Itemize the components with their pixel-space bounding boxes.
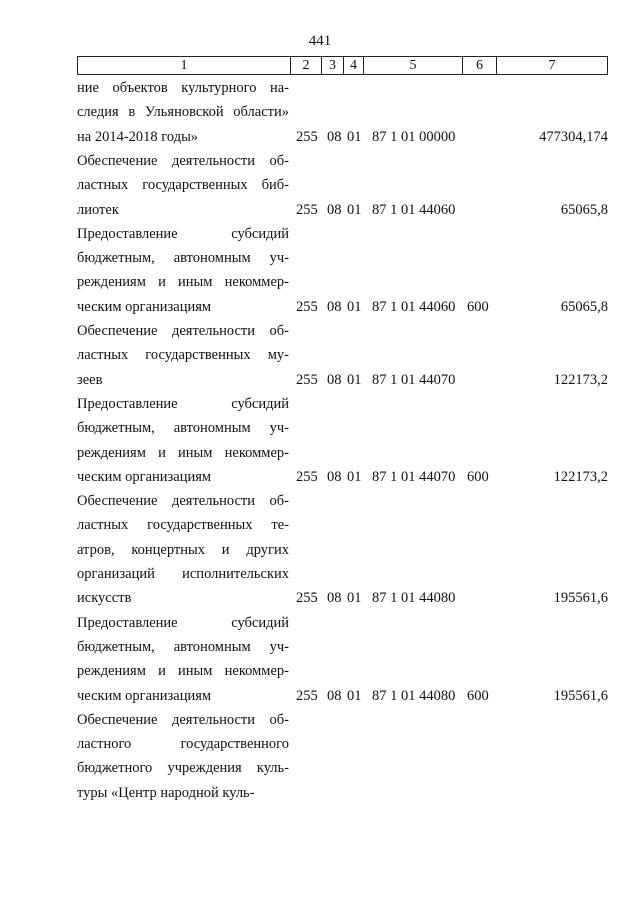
row-code-3: 08 (327, 468, 342, 485)
header-col-2: 2 (291, 57, 322, 74)
row-description-line: Обеспечение деятельности об- (77, 493, 289, 510)
row-code-5: 87 1 01 44070 (372, 371, 456, 388)
row-description-line: ластных государственных биб- (77, 177, 289, 194)
row-code-4: 01 (347, 298, 362, 315)
row-amount: 122173,2 (553, 468, 608, 485)
row-description-line: туры «Центр народной куль- (77, 784, 255, 801)
row-code-3: 08 (327, 371, 342, 388)
row-amount: 65065,8 (560, 201, 608, 218)
row-amount: 195561,6 (553, 687, 608, 704)
row-description-line: ластных государственных му- (77, 347, 289, 364)
header-col-5: 5 (364, 57, 463, 74)
row-code-3: 08 (327, 687, 342, 704)
header-col-7: 7 (548, 57, 556, 73)
row-description-line: зеев (77, 371, 103, 388)
row-description-line: ческим организациям (77, 687, 212, 704)
row-description-line: реждениям и иным некоммер- (77, 274, 289, 291)
row-description-line: реждениям и иным некоммер- (77, 444, 289, 461)
row-description-line: атров, концертных и других (77, 541, 289, 558)
row-description-line: ластных государственных те- (77, 517, 289, 534)
row-code-2: 255 (296, 468, 318, 485)
header-col-6: 6 (463, 57, 497, 74)
row-description-line: реждениям и иным некоммер- (77, 663, 289, 680)
row-description-line: Предоставление субсидий (77, 614, 289, 631)
row-description-line: искусств (77, 590, 132, 607)
row-code-2: 255 (296, 128, 318, 145)
row-description-line: Обеспечение деятельности об- (77, 152, 289, 169)
row-code-4: 01 (347, 468, 362, 485)
row-code-3: 08 (327, 590, 342, 607)
row-code-5: 87 1 01 44080 (372, 687, 456, 704)
row-description-line: ческим организациям (77, 468, 212, 485)
header-col-3: 3 (322, 57, 344, 74)
row-code-5: 87 1 01 44080 (372, 590, 456, 607)
row-code-2: 255 (296, 298, 318, 315)
row-description-line: Предоставление субсидий (77, 395, 289, 412)
row-code-3: 08 (327, 128, 342, 145)
row-code-3: 08 (327, 298, 342, 315)
row-code-6: 600 (467, 298, 489, 315)
row-amount: 65065,8 (560, 298, 608, 315)
row-amount: 477304,174 (539, 128, 608, 145)
page-number: 441 (308, 33, 332, 49)
row-description-line: бюджетным, автономным уч- (77, 420, 289, 437)
row-code-3: 08 (327, 201, 342, 218)
row-amount: 195561,6 (553, 590, 608, 607)
row-code-2: 255 (296, 687, 318, 704)
row-description-line: следия в Ульяновской области» (77, 104, 289, 121)
row-code-4: 01 (347, 590, 362, 607)
header-col-4: 4 (344, 57, 364, 74)
row-description-line: ние объектов культурного на- (77, 80, 289, 96)
row-code-5: 87 1 01 00000 (372, 128, 456, 145)
row-code-4: 01 (347, 371, 362, 388)
row-description-line: бюджетного учреждения куль- (77, 760, 289, 777)
row-description-line: лиотек (77, 201, 119, 218)
row-description-line: Обеспечение деятельности об- (77, 711, 289, 728)
row-description-line: Обеспечение деятельности об- (77, 323, 289, 339)
row-description-line: на 2014-2018 годы» (77, 128, 199, 145)
row-code-5: 87 1 01 44070 (372, 468, 456, 485)
row-description-line: Предоставление субсидий (77, 225, 289, 242)
row-code-4: 01 (347, 128, 362, 145)
row-code-6: 600 (467, 687, 489, 704)
row-code-6: 600 (467, 468, 489, 485)
row-code-5: 87 1 01 44060 (372, 298, 456, 315)
row-amount: 122173,2 (553, 371, 608, 388)
row-description-line: бюджетным, автономным уч- (77, 250, 289, 267)
row-code-2: 255 (296, 590, 318, 607)
row-code-4: 01 (347, 201, 362, 218)
row-code-5: 87 1 01 44060 (372, 201, 456, 218)
row-description-line: ческим организациям (77, 298, 212, 315)
row-description-line: организаций исполнительских (77, 566, 289, 582)
table-header (77, 56, 608, 75)
row-code-4: 01 (347, 687, 362, 704)
row-description-line: бюджетным, автономным уч- (77, 638, 289, 655)
row-code-2: 255 (296, 371, 318, 388)
header-col-1: 1 (78, 57, 291, 74)
row-code-2: 255 (296, 201, 318, 218)
row-description-line: ластного государственного (77, 736, 289, 753)
